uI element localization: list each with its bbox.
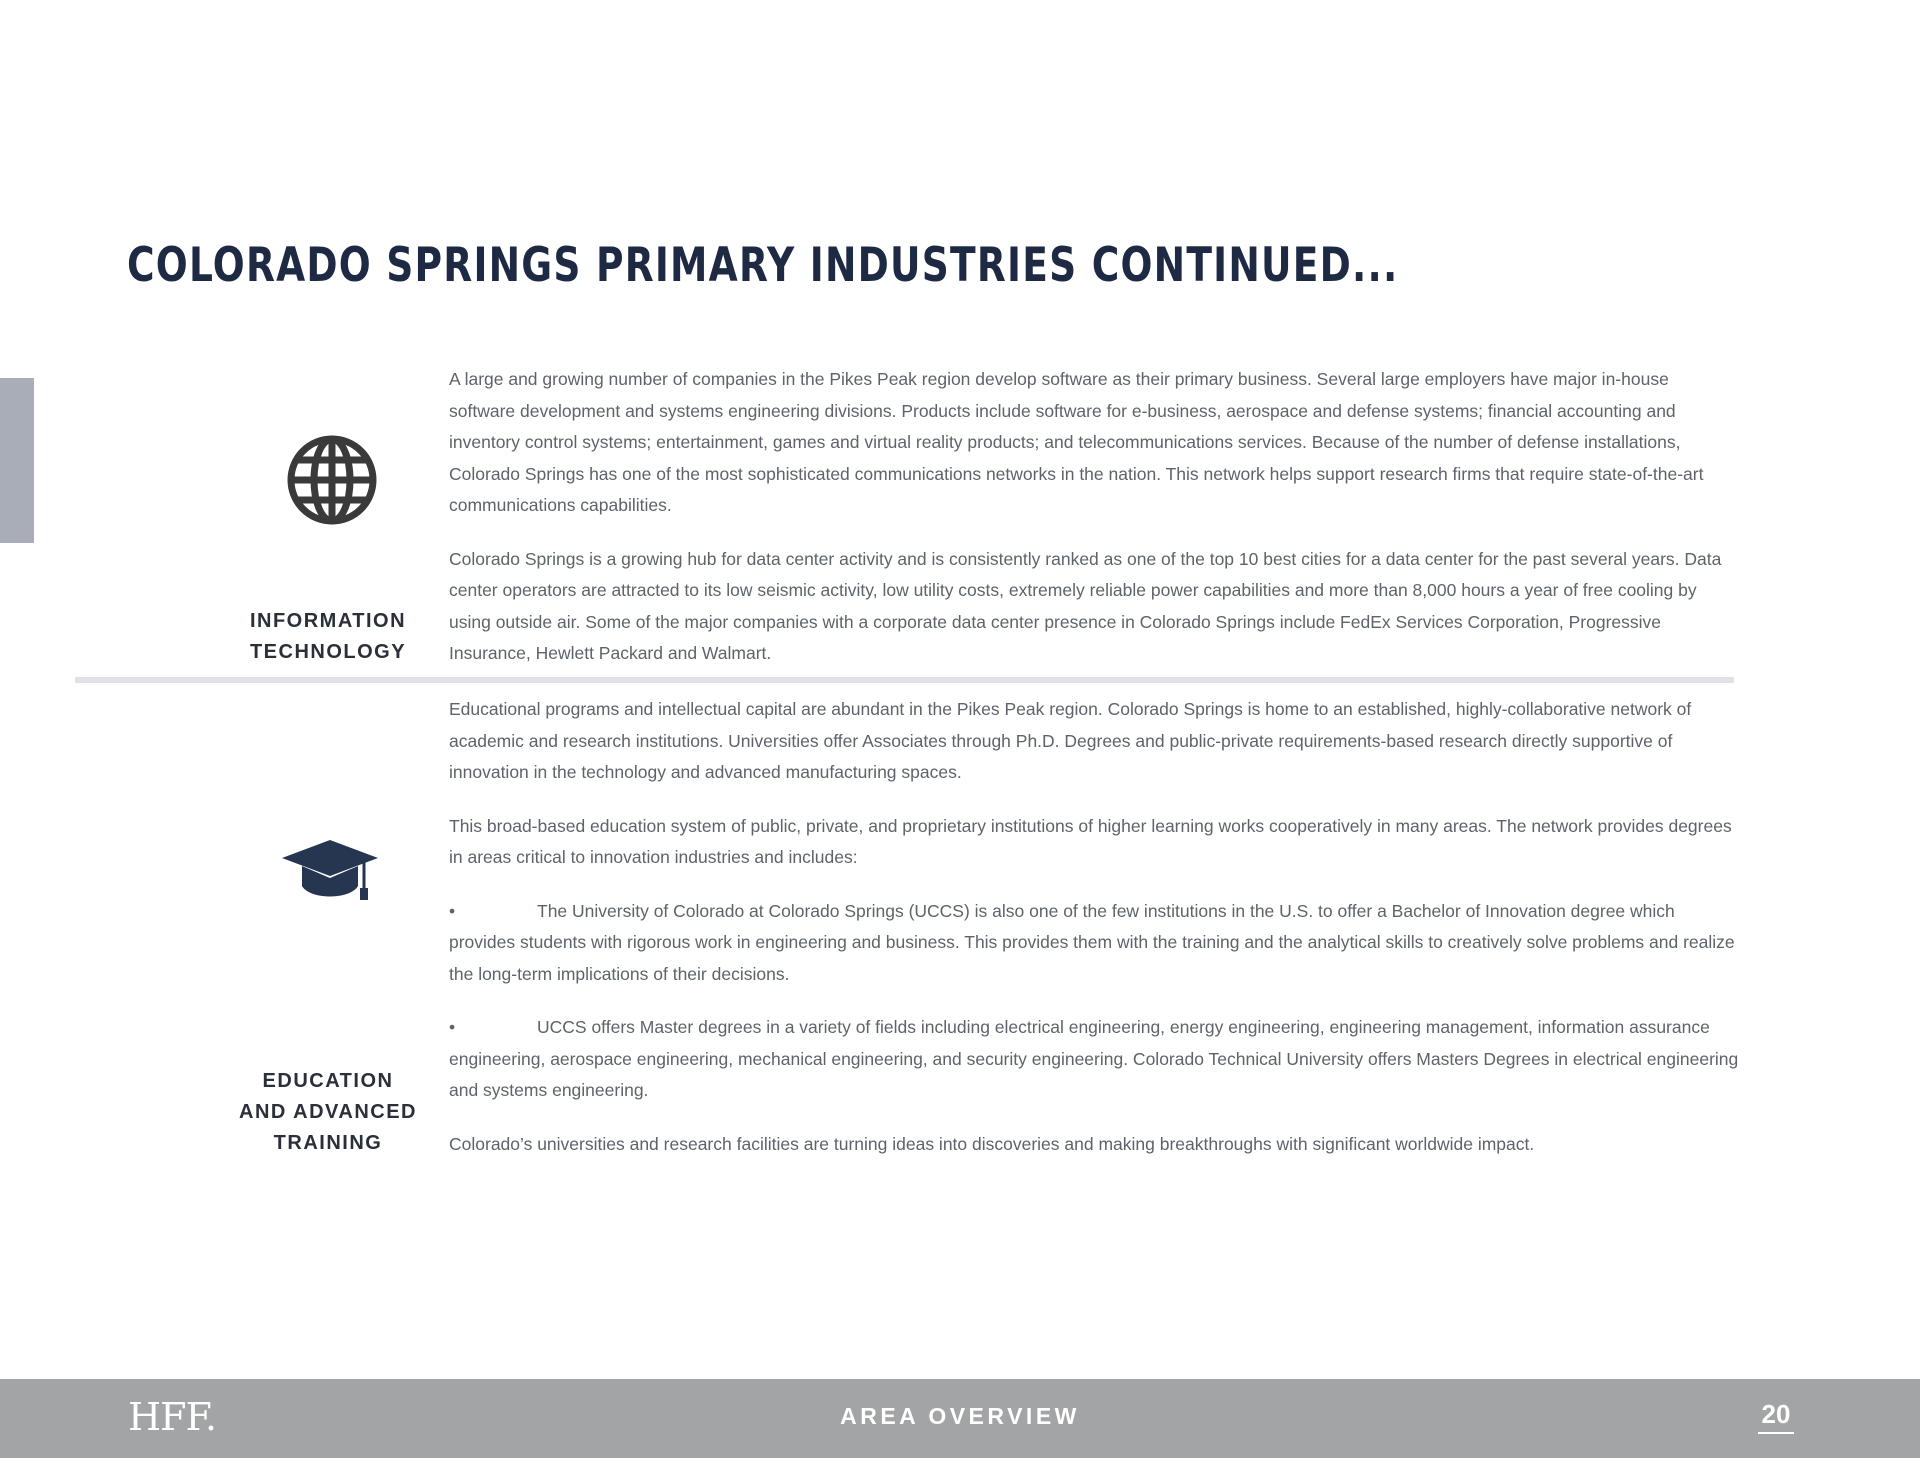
bullet-item [449,896,1739,991]
section-body-information-technology [449,364,1739,692]
bullet-text: The University of Colorado at Colorado Springs (UCCS) is also one of the few institutions in the U.S. to offer a Bachelor of Innovation degree which provides students with rigorous work in engineering and business. This provides them with the training and the analytical skills to creatively solve problems and realize the long-term implications of their decisions. [449,900,1735,984]
section-label-line: AND ADVANCED [239,1101,417,1123]
section-body-education [449,694,1739,1182]
section-label-education [228,1066,428,1159]
section-label-line: TRAINING [273,1132,383,1154]
hff-logo: HFF. [128,1395,217,1439]
bullet-symbol: • [449,1017,456,1037]
page-title: COLORADO SPRINGS PRIMARY INDUSTRIES CONTINUED... [127,238,1399,293]
bullet-text: UCCS offers Master degrees in a variety of fields including electrical engineering, energy engineering, engineering management, information assurance engineering, aerospace engineering, mechanical engineering, and security engineering. Colorado Technical University offers Masters Degrees in electrical engineering and systems engineering. [449,1017,1739,1100]
bullet-item [449,1012,1739,1107]
paragraph: This broad-based education system of public, private, and proprietary institutions of higher learning works cooperatively in many areas. The network provides degrees in areas critical to innovation industries and includes: [449,815,1732,867]
side-tab-marker [0,378,34,543]
section-label-line: TECHNOLOGY [249,641,407,663]
section-label-line: INFORMATION [249,610,407,632]
globe-icon [284,432,380,528]
section-divider [75,677,1734,683]
paragraph: A large and growing number of companies in the Pikes Peak region develop software as their primary business. Several large employers have major in-house software development and systems engineering divisions. Products include software for e-business, aerospace and defense systems; financial accounting and inventory control systems; entertainment, games and virtual reality products; and telecommunications services. Because of the number of defense installations, Colorado Springs has one of the most sophisticated communications networks in the nation. This network helps support research firms that require state-of-the-art communications capabilities. [449,369,1704,515]
page-number: 20 [1758,1399,1794,1434]
closing-paragraph: Colorado’s universities and research facilities are turning ideas into discoveries and making breakthroughs with significant worldwide impact. [449,1133,1535,1154]
footer-bar [0,1379,1920,1458]
bullet-symbol: • [449,900,456,921]
section-label-line: EDUCATION [262,1070,394,1092]
section-label-information-technology [228,606,428,668]
footer-section-title: AREA OVERVIEW [840,1403,1080,1429]
paragraph: Colorado Springs is a growing hub for data center activity and is consistently ranked as one of the top 10 best cities for a data center for the past several years. Data center operators are attracted to its low seismic activity, low utility costs, extremely reliable power capabilities and more than 8,000 hours a year of free cooling by using outside air. Some of the major companies with a corporate data center presence in Colorado Springs include FedEx Services Corporation, Progressive Insurance, Hewlett Packard and Walmart. [449,548,1722,663]
graduation-cap-icon [280,838,380,904]
paragraph: Educational programs and intellectual capital are abundant in the Pikes Peak region. Colorado Springs is home to an established, highly-collaborative network of academic and research institutions. Universities offer Associates through Ph.D. Degrees and public-private requirements-based research directly supportive of innovation in the technology and advanced manufacturing spaces. [449,699,1692,782]
